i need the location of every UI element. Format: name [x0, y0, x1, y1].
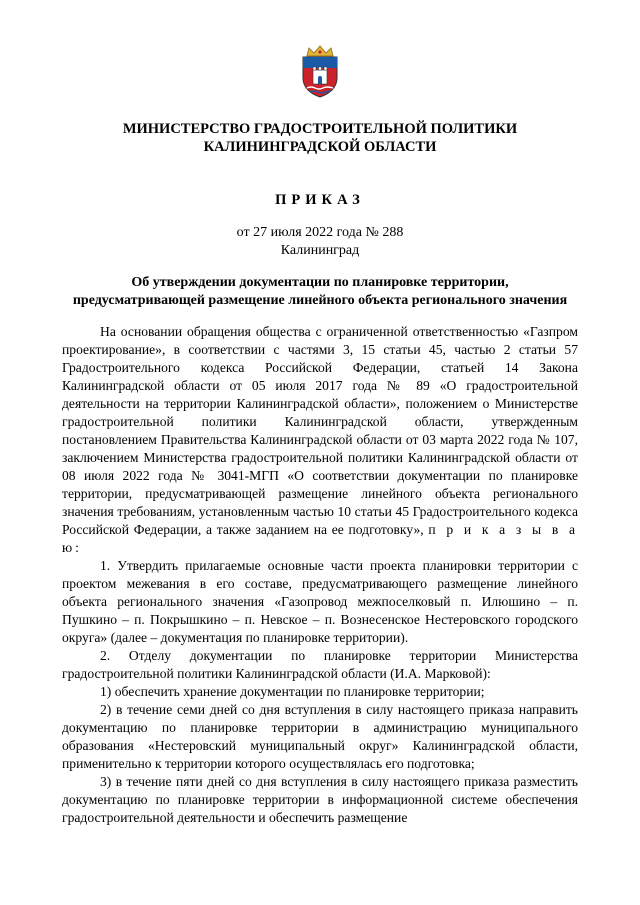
ministry-line-1: МИНИСТЕРСТВО ГРАДОСТРОИТЕЛЬНОЙ ПОЛИТИКИ: [122, 121, 518, 137]
document-body: [62, 323, 578, 827]
item-2-1: 1) обеспечить хранение документации по планировке территории;: [100, 684, 485, 699]
preamble-text: На основании обращения общества с ограниченной ответственностью «Газпром проектирование», в соответствии с частями 3, 15 статьи 45, частью 2 статьи 57 Градостроительного кодекса Российской Федерации, статьей 14 Закона Калининградской области от 05 июля 2017 года № 89 «О градостроительной деятельности на территории Калининградской области», положением о Министерстве градостроительной политики Калининградской области, утвержденным постановлением Правительства Калининградской области от 03 марта 2022 года № 107, заключением Министерства градостроительной политики Калининградской области от 08 июля 2022 года № 3041-МГП «О соответствии документации по планировке территории, предусматривающей размещение линейного объекта регионального значения требованиям, установленным частью 10 статьи 45 Градостроительного кодекса Российской Федерации, а также заданием на ее подготовку»,: [62, 324, 578, 537]
document-title-line-2: предусматривающей размещение линейного объекта регионального значения: [72, 293, 568, 308]
item-2-3: 3) в течение пяти дней со дня вступления в силу настоящего приказа разместить документацию по планировке территории в информационной системе обеспечения градостроительной деятельности и обеспечить размещение: [62, 774, 578, 825]
ministry-line-2: КАЛИНИНГРАДСКОЙ ОБЛАСТИ: [203, 139, 437, 155]
item-2-2: 2) в течение семи дней со дня вступления в силу настоящего приказа направить документацию по планировке территории в администрацию муниципального образования «Нестеровский муниципальный округ» Калининградской области, применительно к территории которого осуществлялась его подготовка;: [62, 702, 578, 771]
ministry-name: [60, 120, 580, 156]
order-city: Калининград: [280, 243, 360, 258]
document-title-line-1: Об утверждении документации по планировке территории,: [131, 275, 509, 290]
preamble-paragraph: [62, 323, 578, 557]
order-title: ПРИКАЗ: [275, 192, 365, 208]
item-1: 1. Утвердить прилагаемые основные части проекта планировки территории с проектом межевания в его составе, предусматривающего размещение линейного объекта регионального значения «Газопровод межпоселковый п. Илюшино – п. Пушкино – п. Покрышкино – п. Невское – п. Вознесенское Нестеровского городского округа» (далее – документация по планировке территории).: [62, 558, 578, 645]
order-date: от 27 июля 2022 года № 288: [236, 225, 404, 240]
shield-band: [303, 57, 337, 68]
order-meta: [60, 224, 580, 260]
document-title: [60, 274, 580, 310]
crown-jewel: [318, 50, 321, 53]
coat-of-arms-icon: [298, 44, 342, 98]
item-2: 2. Отделу документации по планировке территории Министерства градостроительной политики Калининградской области (И.А. Марковой):: [62, 648, 578, 681]
order-verb: п р и к а з ы в а ю:: [62, 522, 578, 555]
